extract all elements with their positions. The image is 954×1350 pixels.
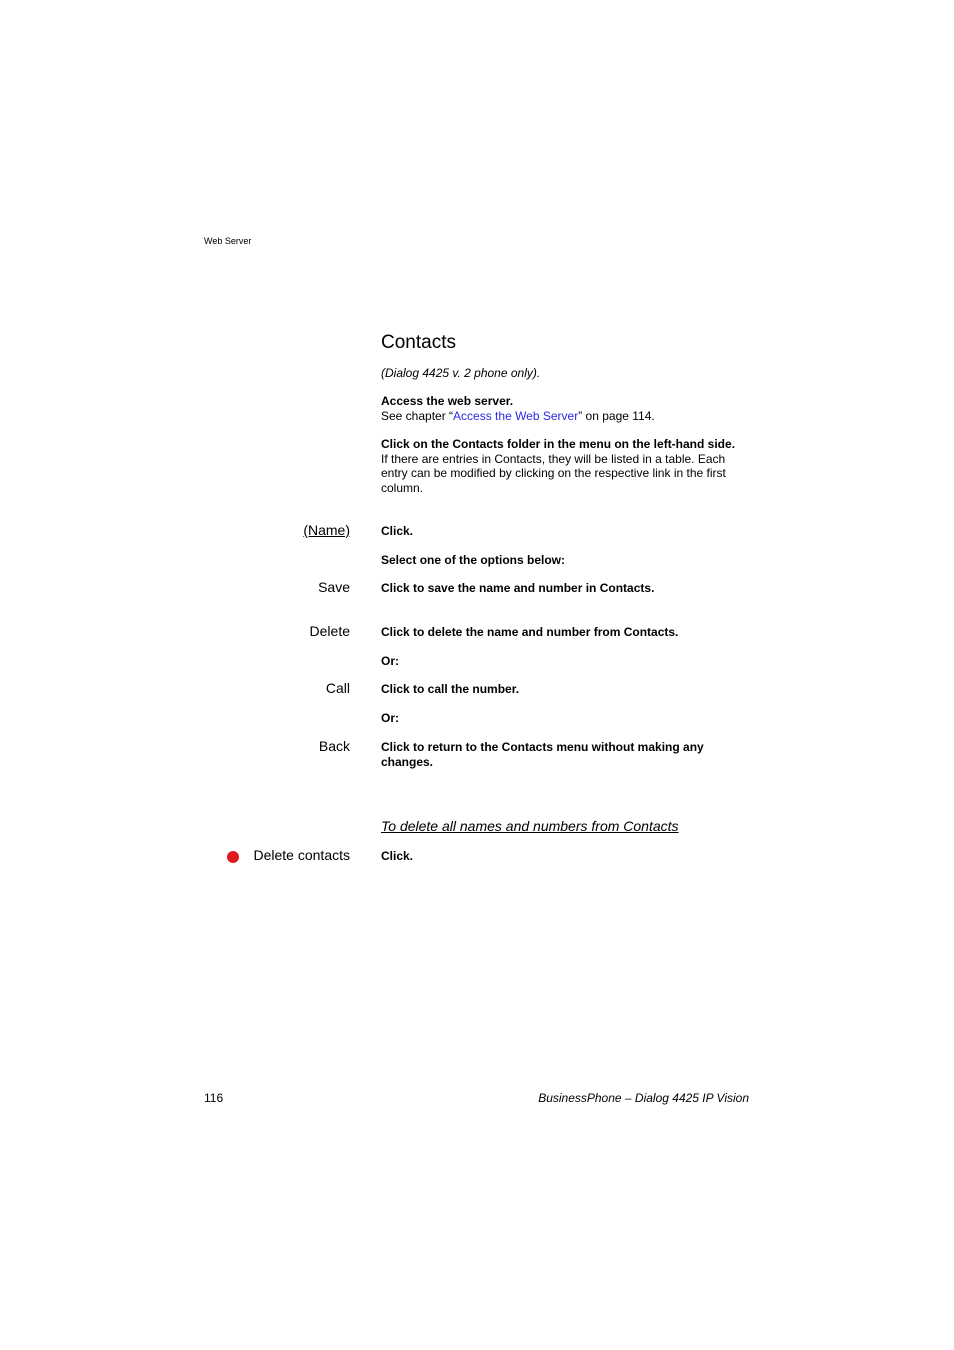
text-before-link: See chapter “ [381,408,454,423]
step-click-contacts-folder [381,437,751,495]
page-number: 116 [204,1091,224,1105]
or-text: Or: [381,711,399,725]
step-heading: Access the web server. [381,394,514,408]
back-label[interactable]: Back [318,738,350,754]
select-options-text: Select one of the options below: [381,553,566,567]
delete-action: Click to delete the name and number from Contacts. [381,625,679,639]
step-access-web-server [381,394,751,423]
name-action: Click. [381,524,414,538]
delete-contacts-action: Click. [381,849,414,863]
access-web-server-link[interactable]: Access the Web Server [453,408,579,423]
save-label[interactable]: Save [318,579,350,595]
running-header: Web Server [204,236,252,246]
call-label[interactable]: Call [325,680,350,696]
delete-contacts-label[interactable]: Delete contacts [253,847,350,863]
step-heading: Click on the Contacts folder in the menu on the left-hand side. [381,437,736,451]
page-title: Contacts [381,332,456,353]
delete-label[interactable]: Delete [309,623,350,639]
step-description: If there are entries in Contacts, they will be listed in a table. Each entry can be modified by clicking on the respective link in the first column. [381,451,726,495]
or-text: Or: [381,654,399,668]
text-after-link: ” on page 114. [578,408,655,423]
red-dot-icon [227,851,239,863]
document-title: BusinessPhone – Dialog 4425 IP Vision [538,1091,749,1105]
call-action: Click to call the number. [381,682,520,696]
back-action: Click to return to the Contacts menu without making any changes. [381,740,704,769]
model-note: (Dialog 4425 v. 2 phone only). [381,366,541,380]
delete-all-subheading: To delete all names and numbers from Contacts [381,818,679,834]
step-description [381,409,751,424]
save-action: Click to save the name and number in Contacts. [381,581,655,595]
name-link-label[interactable]: (Name) [303,522,350,538]
